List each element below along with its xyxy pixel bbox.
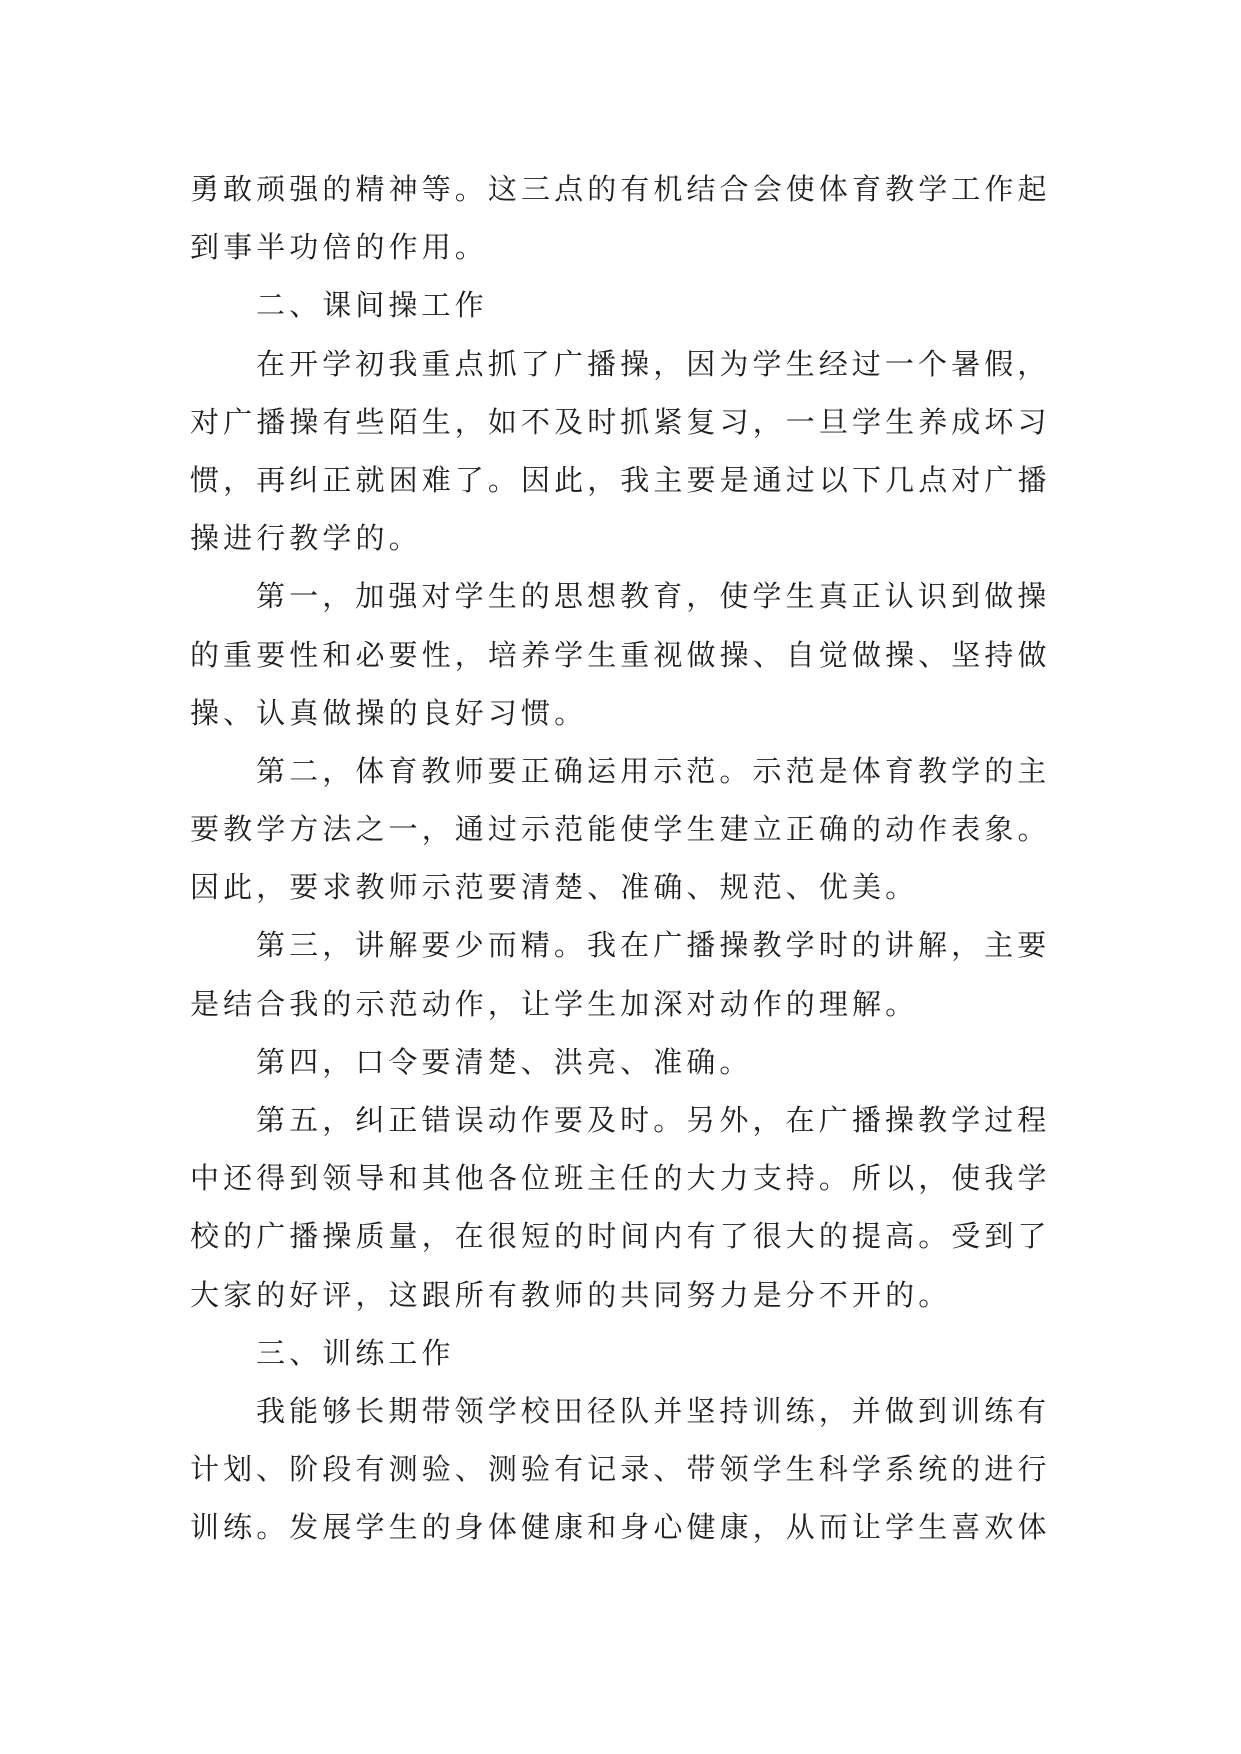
text-line: 计划、阶段有测验、测验有记录、带领学生科学系统的进行 [190, 1452, 1051, 1487]
text-line: 第一，加强对学生的思想教育，使学生真正认识到做操 [256, 579, 1051, 614]
text-line: 第五，纠正错误动作要及时。另外，在广播操教学过程 [256, 1103, 1051, 1137]
text-line: 惯，再纠正就困难了。因此，我主要是通过以下几点对广播 [190, 462, 1051, 497]
text-line: 第四，口令要清楚、洪亮、准确。 [256, 1044, 753, 1079]
text-line: 校的广播操质量，在很短的时间内有了很大的提高。受到了 [190, 1219, 1051, 1254]
text-line: 操进行教学的。 [190, 521, 422, 556]
text-line: 因此，要求教师示范要清楚、准确、规范、优美。 [190, 870, 919, 905]
text-line: 在开学初我重点抓了广播操，因为学生经过一个暑假， [256, 346, 1051, 381]
document-body [190, 160, 1070, 1557]
text-line: 第三，讲解要少而精。我在广播操教学时的讲解，主要 [256, 928, 1051, 963]
text-line: 我能够长期带领学校田径队并坚持训练，并做到训练有 [256, 1393, 1051, 1428]
text-line: 第二，体育教师要正确运用示范。示范是体育教学的主 [256, 753, 1051, 788]
text-line: 要教学方法之一，通过示范能使学生建立正确的动作表象。 [190, 812, 1051, 847]
text-line: 勇敢顽强的精神等。这三点的有机结合会使体育教学工作起 [190, 172, 1051, 206]
text-line: 到事半功倍的作用。 [190, 230, 488, 265]
text-line: 中还得到领导和其他各位班主任的大力支持。所以，使我学 [190, 1161, 1051, 1196]
section-heading: 二、课间操工作 [256, 288, 488, 323]
text-line: 的重要性和必要性，培养学生重视做操、自觉做操、坚持做 [190, 637, 1051, 672]
text-line: 对广播操有些陌生，如不及时抓紧复习，一旦学生养成坏习 [190, 404, 1051, 439]
text-line: 大家的好评，这跟所有教师的共同努力是分不开的。 [190, 1277, 952, 1312]
text-line: 训练。发展学生的身体健康和身心健康，从而让学生喜欢体 [190, 1510, 1051, 1545]
section-heading: 三、训练工作 [256, 1335, 455, 1370]
text-line: 是结合我的示范动作，让学生加深对动作的理解。 [190, 986, 919, 1021]
text-line: 操、认真做操的良好习惯。 [190, 695, 588, 730]
